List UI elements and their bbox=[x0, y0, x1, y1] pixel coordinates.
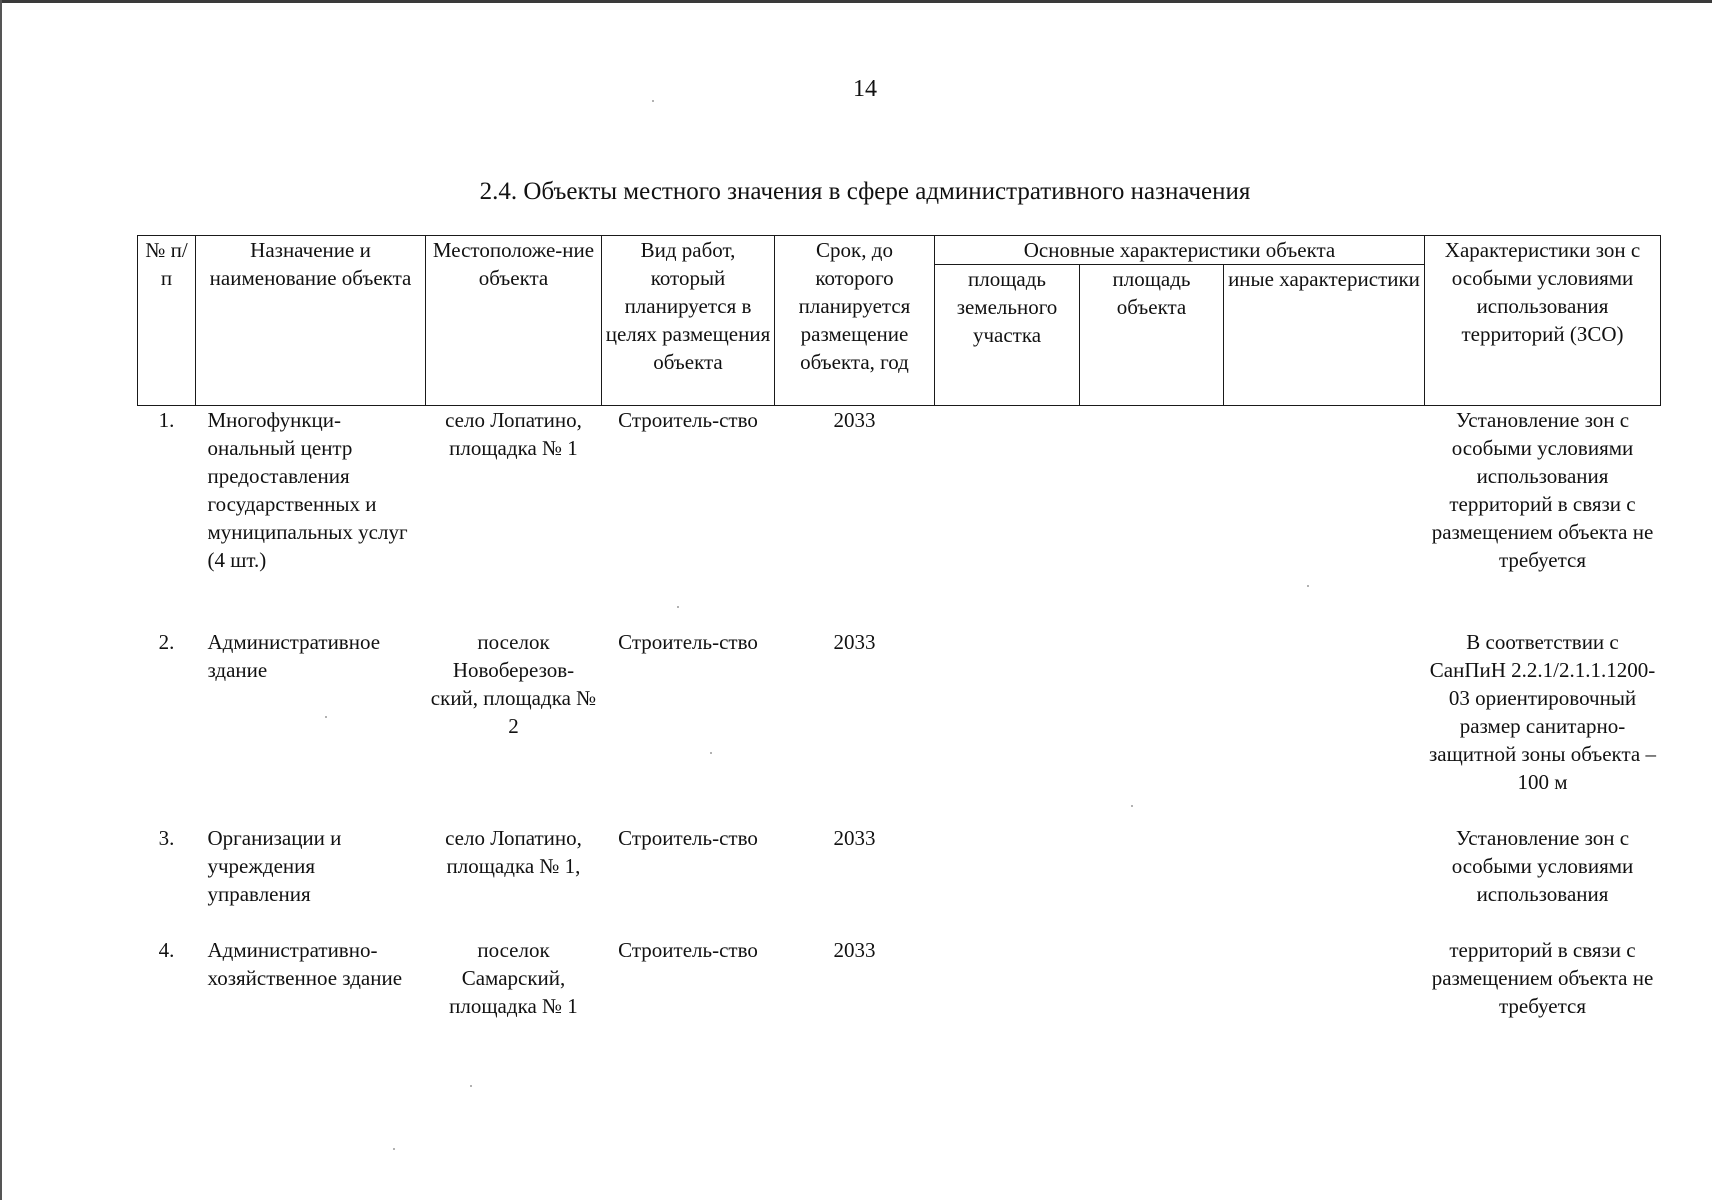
row-num: 3. bbox=[158, 825, 175, 850]
table-row bbox=[138, 628, 1661, 824]
row-zones: территорий в связи с размещением объекта не требуется bbox=[1431, 937, 1654, 1018]
row-other bbox=[1224, 406, 1425, 628]
table-row bbox=[138, 936, 1661, 1048]
table-row bbox=[138, 824, 1661, 936]
header-deadline: Срок, до которого планируется размещение объекта, год bbox=[775, 236, 935, 406]
row-name: Административное здание bbox=[207, 629, 381, 682]
row-other bbox=[1224, 824, 1425, 936]
header-zones: Характеристики зон с особыми условиями использования территорий (ЗСО) bbox=[1425, 236, 1661, 406]
row-land-area bbox=[935, 936, 1080, 1048]
row-other bbox=[1224, 628, 1425, 824]
scan-edge-top bbox=[0, 0, 1712, 3]
row-name: Административно-хозяйственное здание bbox=[207, 937, 403, 990]
row-land-area bbox=[935, 824, 1080, 936]
row-num: 2. bbox=[158, 629, 175, 654]
scan-speck bbox=[470, 1085, 472, 1087]
row-deadline: 2033 bbox=[833, 629, 876, 654]
objects-table bbox=[137, 235, 1661, 1048]
row-location: село Лопатино, площадка № 1, bbox=[445, 825, 582, 878]
row-name: Организации и учреждения управления bbox=[207, 825, 342, 906]
scan-speck bbox=[1307, 585, 1309, 587]
scan-speck bbox=[710, 752, 712, 754]
row-other bbox=[1224, 936, 1425, 1048]
header-object-area: площадь объекта bbox=[1080, 265, 1224, 406]
page-number: 14 bbox=[853, 76, 877, 102]
row-location: поселок Самарский, площадка № 1 bbox=[449, 937, 578, 1018]
row-land-area bbox=[935, 406, 1080, 628]
row-object-area bbox=[1080, 406, 1224, 628]
row-land-area bbox=[935, 628, 1080, 824]
row-work-type: Строитель-ство bbox=[618, 937, 758, 962]
row-deadline: 2033 bbox=[833, 825, 876, 850]
row-deadline: 2033 bbox=[833, 937, 876, 962]
row-zones: Установление зон с особыми условиями использования bbox=[1451, 825, 1634, 906]
scan-speck bbox=[677, 606, 679, 608]
row-deadline: 2033 bbox=[833, 408, 876, 432]
row-object-area bbox=[1080, 824, 1224, 936]
scan-speck bbox=[393, 1148, 395, 1150]
table-row bbox=[138, 406, 1661, 628]
row-num: 1. bbox=[158, 408, 175, 432]
row-name: Многофункци-ональный центр предоставления государственных и муниципальных услуг (4 шт.) bbox=[207, 408, 408, 572]
header-num: № п/п bbox=[138, 236, 196, 406]
header-other: иные характеристики bbox=[1224, 265, 1425, 406]
row-work-type: Строитель-ство bbox=[618, 825, 758, 850]
scan-speck bbox=[1131, 805, 1133, 807]
row-location: поселок Новоберезов-ский, площадка № 2 bbox=[430, 629, 597, 738]
row-zones: Установление зон с особыми условиями использования территорий в связи с размещением объекта не требуется bbox=[1431, 408, 1654, 572]
row-work-type: Строитель-ство bbox=[618, 408, 758, 432]
header-main-characteristics: Основные характеристики объекта bbox=[935, 236, 1425, 265]
header-land-area: площадь земельного участка bbox=[935, 265, 1080, 406]
scan-speck bbox=[652, 100, 654, 102]
row-object-area bbox=[1080, 628, 1224, 824]
row-zones: В соответствии с СанПиН 2.2.1/2.1.1.1200-03 ориентировочный размер санитарно-защитной зоны объекта – 100 м bbox=[1429, 629, 1656, 794]
row-work-type: Строитель-ство bbox=[618, 629, 758, 654]
row-object-area bbox=[1080, 936, 1224, 1048]
section-title: 2.4. Объекты местного значения в сфере административного назначения bbox=[479, 178, 1251, 205]
row-num: 4. bbox=[158, 937, 175, 962]
header-work-type: Вид работ, который планируется в целях размещения объекта bbox=[602, 236, 775, 406]
scan-speck bbox=[325, 716, 327, 718]
header-name: Назначение и наименование объекта bbox=[196, 236, 426, 406]
row-location: село Лопатино, площадка № 1 bbox=[445, 408, 582, 460]
header-location: Местоположе-ние объекта bbox=[426, 236, 602, 406]
